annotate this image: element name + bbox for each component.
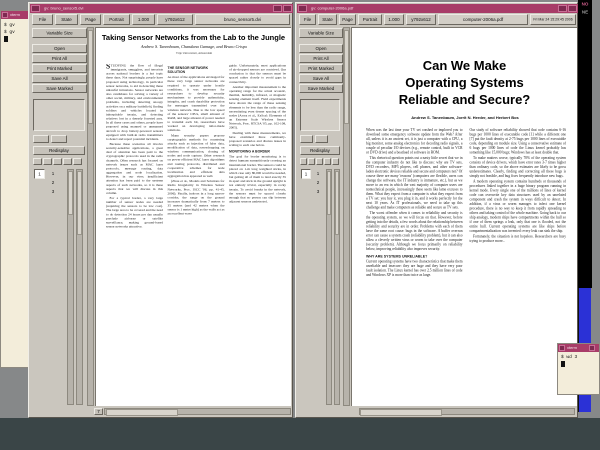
mark-button-5[interactable]	[73, 158, 82, 165]
right-window-title: gv: computer-2006a.pdf	[311, 6, 354, 11]
paper-affiliation: Vrije Universiteit, Amsterdam	[175, 52, 213, 55]
file-menu-button[interactable]: File	[32, 14, 53, 25]
mark-button-3[interactable]	[53, 158, 62, 165]
section-heading: MONITORING A BORDER	[229, 150, 270, 154]
prev-page-button[interactable]	[33, 135, 49, 143]
iconify-icon[interactable]	[558, 5, 567, 12]
terminal-cursor[interactable]	[4, 36, 8, 42]
paper-authors: Andrew S. Tanenbaum, Jorrit N. Herder, and Herbert Bos	[411, 115, 519, 120]
orientation-button[interactable]: Portrait	[358, 14, 382, 25]
page-list-scrollbar[interactable]	[326, 169, 332, 405]
background-window-label-second: NE	[581, 9, 589, 15]
paragraph: Dealing with these measurements, we have examined three commonly-proposed scenarios and discuss issues in scaling to each one below.	[229, 131, 286, 147]
mark-button-1[interactable]	[300, 158, 307, 165]
file-info-box	[33, 99, 85, 131]
mark-button-3[interactable]	[316, 158, 323, 165]
close-icon[interactable]	[31, 5, 40, 12]
terminal-br-titlebar[interactable]	[558, 344, 599, 352]
close-icon[interactable]	[2, 12, 8, 18]
close-icon[interactable]	[559, 345, 565, 351]
scale-button[interactable]: 1.000	[132, 14, 155, 25]
paragraph: This rhetorical question points out a nasty little secret that we in the computer industry do not like to discuss: why are TV sets, DVD recorders, MP3 players, cell phones, and other software-laden electronic devices reliable and secure and computers not? Of course there are many 'reasons' (computers are flexible, users can change the software, the IT industry is immature, etc.), but as we move to an era in which the vast majority of computer users are nontechnical people, increasingly these seem like lame excuses to them. What they expect from a computer is what they expect from a TV set: you buy it, you plug it in, and it works perfectly for the next 10 years. As IT professionals, we need to take up this challenge and make computers as reliable and secure as TV sets.	[366, 156, 463, 210]
paragraph: The worst offender when it comes to reliability and security is the operating system, so we will focus on that. However, before getting into the details, a few words about the relationship between reliability and security are in order. Problems with each of them have the same root cause: bugs in the software. A buffer overrun error can cause a system crash (reliability problem), but it can also allow a cleverly written virus or worm to take over the computer (security problem). Although we focus primarily on reliability below, improving reliability also improves security.	[366, 211, 463, 251]
paragraph: A modern operating system contains hundreds or thousands of procedures linked together in a huge binary program running in kernel mode. Every single one of the millions of lines of kernel code can overwrite key data structures used by an unrelated component and crash the system in ways difficult to detect. In addition, if a virus or worm manages to infect one kernel procedure, there is no way to keep it from rapidly spreading to others and taking control of the whole machine. Going back to our ship analogy, modern ships have compartments within the hull so if one of them springs a leak, only that one is flooded, not the entire hull. Current operating systems are like ships before compartmentalization was invented: every leak can sink the ship.	[469, 179, 566, 233]
open-button[interactable]: Open	[32, 44, 87, 53]
pagesize-indicator: y792x612	[157, 14, 193, 25]
state-menu-button[interactable]: State	[318, 14, 337, 25]
file-info-box	[300, 99, 340, 131]
close-icon[interactable]	[298, 5, 307, 12]
iconify-icon[interactable]	[273, 5, 282, 12]
state-menu-button[interactable]: State	[55, 14, 78, 25]
scale-button[interactable]: 1.000	[384, 14, 404, 25]
filename-box: bruno_sensor5.dvi	[195, 14, 290, 25]
terminal-window-bottom-right	[557, 343, 600, 395]
dropcap: S	[106, 64, 111, 71]
background-window-label-top: NO	[581, 1, 589, 7]
page-list-item[interactable]: 2	[51, 179, 55, 185]
redisplay-button[interactable]: Redisplay	[300, 146, 340, 155]
vertical-scrollbar[interactable]	[87, 27, 94, 406]
mark-button-1[interactable]	[33, 158, 42, 165]
paper-title-line: Can We Make	[422, 58, 507, 73]
terminal-cursor[interactable]	[561, 361, 565, 367]
next-page-button[interactable]	[315, 135, 328, 143]
horizontal-scrollbar[interactable]	[359, 408, 575, 415]
paragraph: guide. Unfortunately, most applications of air-dropped sensors are contrived. Our conclusion is that the sensors must be spaced rather closely to avoid gaps in connectivity.	[229, 64, 286, 84]
paragraph: Current operating systems have two characteristics that make them unreliable and insecure: they are huge and they have very poor fault isolation. The Linux kernel has over 2.5 million lines of code and Windows XP is more than twice as large.	[366, 259, 463, 277]
file-menu-button[interactable]: File	[299, 14, 316, 25]
paragraph: When was the last time your TV set crashed or implored you to download some emergency software update from the Web? After all, unless it is an ancient set, it is just a computer with a CPU, a big monitor, some analog electronics for decoding radio signals, a couple of peculiar I/O devices (e.g., remote control, built in VCR or DVD drive) and a boatload of software in ROM.	[366, 128, 463, 155]
paragraph: Another important measurement is the operating range for the actual acoustic, thermal, humidity, infrared, or magnetic sensing element itself. Field experiments have shown the range of these sensing elements to be less than the radio range, necessitating even denser spacing of the nodes (Arora et al., ExScal: Elements of an Extreme Scale Wireless Sensor Network, Proc. RTCSA '05, pp. 102-108, 2005).	[229, 85, 286, 130]
paragraph: The goal for border monitoring is to detect humans surreptitiously crossing an international border. The sensors could be placed on 1-m long weighted sticks, in which case only 80,000 would be needed, but getting all of them to land exactly 35 m apart and stick in the ground upright is not entirely trivial, especially in rocky terrain. To avoid breaks in the network, the sensors must be spaced closely enough that no person can slip between adjacent sensors undetected.	[229, 155, 286, 204]
left-titlebar[interactable]	[30, 4, 293, 13]
page-list-item[interactable]: 1	[51, 170, 55, 176]
open-button[interactable]: Open	[299, 44, 343, 53]
variable-size-button[interactable]: Variable Size	[32, 28, 87, 38]
paper-body	[106, 64, 286, 400]
save-all-button[interactable]: Save All	[32, 74, 87, 83]
next-page-button[interactable]	[51, 135, 67, 143]
filename-box: computer-2006a.pdf	[438, 14, 528, 25]
print-marked-button[interactable]: Print Marked	[32, 64, 87, 73]
orientation-button[interactable]: Portrait	[103, 14, 130, 25]
terminal-left-line: $ gv	[4, 22, 15, 28]
page-list-scrollbar[interactable]	[67, 169, 74, 405]
left-window-title: gv: bruno_sensor5.dvi	[44, 6, 84, 11]
scroll-corner-badge: 7	[94, 408, 103, 415]
vertical-scrollbar[interactable]	[343, 27, 350, 406]
paper-title-line: Operating Systems	[405, 75, 524, 90]
terminal-left-titlebar[interactable]	[1, 11, 30, 19]
pagesize-indicator: y792x612	[406, 14, 436, 25]
current-page-box[interactable]: 1	[34, 169, 45, 179]
section-heading: WHY ARE SYSTEMS UNRELIABLE?	[366, 254, 428, 259]
document-page-computer[interactable]	[351, 27, 577, 406]
date-box: Fri Mar 24 15:29:45 2006	[530, 14, 576, 25]
page-list-item[interactable]: 3	[316, 188, 320, 194]
variable-size-button[interactable]: Variable Size	[299, 28, 343, 38]
mark-button-4[interactable]	[324, 158, 331, 165]
paragraph: (Zhou et al., Models and Solutions for Radio Irregularity in Wireless Sensor Networks, Proc. ISCC '06, pp. 41-45, 2006). Finally, indoors in a long narrow corridor, the range on the ground increases dramatically from 7 meters to 35 meters (and 42 meters when the sensor is 1 meter high) as the walls act as an excellent wave	[167, 179, 225, 216]
paper-body	[366, 128, 566, 396]
terminal-left-line: $ gv	[4, 29, 15, 35]
document-page-sensor[interactable]	[95, 27, 291, 406]
desktop-bottom-band	[0, 418, 600, 450]
page-list-item[interactable]: 3	[51, 188, 55, 194]
paper-title-line: Reliable and Secure?	[398, 92, 531, 107]
save-marked-button[interactable]: Save Marked	[299, 84, 343, 93]
page-menu-button[interactable]: Page	[339, 14, 356, 25]
page-list-item[interactable]: 1	[316, 170, 320, 176]
terminal-br-line: $ wd 3	[561, 354, 578, 360]
paragraph: As most of the applications envisaged for these very large sensor networks are required to operate under hostile conditions, it was necessary for researchers to develop security mechanisms to provide authenticity, integrity, and crash durability protection for messages transmitted over the wireless network. Due to the low speed of the sensors' CPUs, small amount of RAM, and large amount of power needed to transmit each bit, researchers have worked on developing tailor-made solutions.	[167, 75, 225, 133]
paper-authors: Andrew S. Tanenbaum, Chandana Gamage, and Bruno Crispo	[140, 43, 248, 49]
paragraph: Fortunately, the situation is not hopeless. Researchers are busy trying to produce more...	[469, 234, 566, 243]
maximize-icon[interactable]	[568, 5, 577, 12]
paragraph: Because these scenarios all involve security-sensitive applications, a great deal of attention has been paid to the cryptographic protocols used in the radio channels. Often research has focused on network issues such as MAC layer protocols, message routing, data aggregation and node localization. However, in our view, insufficient attention has been paid to the systems aspects of such networks, so it is these aspects that we will discuss in this column.	[106, 142, 163, 195]
redisplay-button[interactable]: Redisplay	[33, 146, 85, 155]
mark-button-4[interactable]	[63, 158, 72, 165]
print-all-button[interactable]: Print All	[299, 54, 343, 63]
background-window-strip	[578, 0, 592, 288]
mark-button-2[interactable]	[308, 158, 315, 165]
print-all-button[interactable]: Print All	[32, 54, 87, 63]
paragraph: To make matters worse, typically 70% of the operating system consists of device drivers, which have error rates 3-7 times higher than ordinary code, so the above estimates are likely to be gross underestimates. Clearly, finding and correcting all these bugs is simply not feasible, and bug fixes frequently introduce new bugs.	[469, 156, 566, 178]
section-heading: THE SENSOR NETWORK SOLUTION	[167, 66, 209, 75]
page-list-item[interactable]: 2	[316, 179, 320, 185]
mark-button-2[interactable]	[43, 158, 52, 165]
paper-title: Taking Sensor Networks from the Lab to the Jungle	[101, 33, 286, 42]
paragraph: Many security papers propose cryptographic methods for countering attacks such as injection of false data, modification of data, eavesdropping on wireless communication, cloning of nodes and node capture. Other research on power efficient MAC layer algorithms and routing protocols, distributed and cooperative schemes for node localization and efficient data aggregation has appeared as well.	[167, 133, 225, 179]
paragraph: STUDYING the flow of illegal immigrants, smugglers, and terrorists across national borders is a hot topic these days. Not surprisingly, people have proposed using technology, in particular sensor networks, to aid in detecting these unlawful intrusions. Sensor networks are also candidates for solving a variety of other social, military, and environmental problems, including detecting snoopy activities on a military battlefield, finding soldiers and vehicles located in inhospitable terrain, and detecting relatives lost in a densely forested area. In all these cases and others, people have proposed using manned or unmanned aircraft to drop battery-powered sensors equipped with built-in radio transmitters to detect and report potential incidents.	[106, 64, 163, 141]
gv-window-sensor	[28, 2, 293, 418]
prev-page-button[interactable]	[300, 135, 313, 143]
gv-window-computer	[295, 2, 578, 418]
terminal-br-title: xterm	[567, 345, 577, 350]
save-marked-button[interactable]: Save Marked	[32, 84, 87, 93]
print-marked-button[interactable]: Print Marked	[299, 64, 343, 73]
terminal-left-title: xterm	[10, 12, 20, 17]
maximize-icon[interactable]	[283, 5, 292, 12]
sidebar-scrollbar[interactable]	[334, 169, 340, 405]
sidebar-scrollbar[interactable]	[76, 169, 83, 405]
paragraph: For a typical border, a very large number of sensor nodes are needed (requiring the sensors to be low cost). The large area to be covered and the need to do detection 24 hours per day usually preclude airborne or satellite surveillance, making ground-based sensor networks attractive.	[106, 196, 163, 229]
horizontal-scrollbar[interactable]	[104, 408, 291, 415]
paragraph: Our study of software reliability showed that code contains 6-16 bugs per 1000 lines of executable code [1] while a different one [7] put the fault density at 2-75 bugs per 1000 lines of executable code, depending on module size. Using a conservative estimate of 6 bugs per 1000 lines of code the Linux kernel probably has something like 15,000 bugs; Windows has at least double that.	[469, 128, 566, 155]
terminal-window-left	[0, 10, 30, 368]
page-menu-button[interactable]: Page	[80, 14, 101, 25]
right-titlebar[interactable]	[297, 4, 578, 13]
save-all-button[interactable]: Save All	[299, 74, 343, 83]
current-page-box[interactable]: 1	[301, 169, 311, 179]
iconify-icon[interactable]	[589, 345, 595, 351]
mark-button-5[interactable]	[332, 158, 339, 165]
